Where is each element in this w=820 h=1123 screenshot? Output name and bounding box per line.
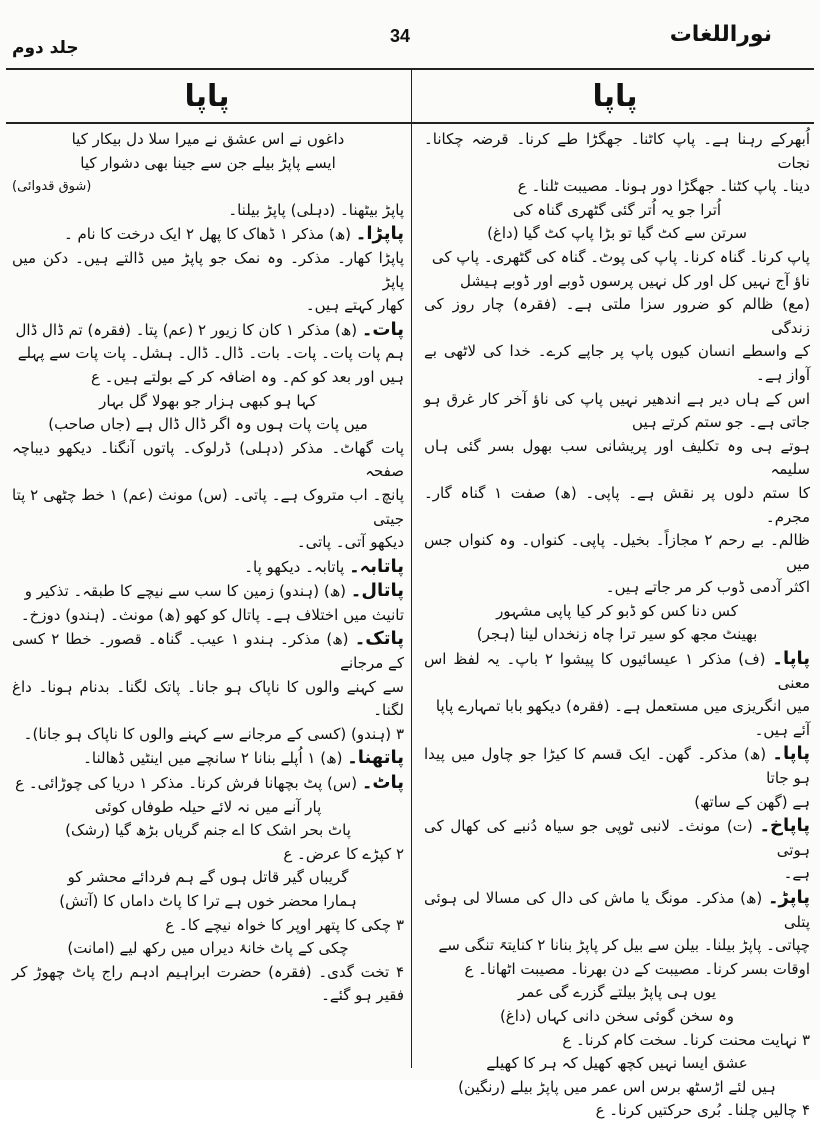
text-line: اُبھرکے رہنا ہے۔ پاپ کاٹنا۔ جھگڑا طے کرنا۔ قرضہ چکانا۔ نجات (424, 130, 810, 172)
text-line: وہ سخن گوئی سخن دانی کہاں (داغ) (499, 1006, 735, 1025)
text-line: ناؤ آج نہیں کل اور کل نہیں پرسوں ڈوبے اور ڈوبے ہیشل (459, 271, 810, 290)
entry-text: (ھ) (ہندو) زمین کا سب سے نیچے کا طبقہ۔ تذکیر و (24, 582, 351, 601)
text-line: سے کہنے والوں کا ناپاک ہو جانا۔ پاتک لگنا۔ بدنام ہونا۔ داغ لگنا۔ (12, 677, 404, 720)
text-line: ایسے پاپڑ بیلے جن سے جینا بھی دشوار کیا (80, 153, 336, 172)
text-line: دیکھو آتی۔ پاتی۔ (296, 533, 404, 552)
text-line: ہمارا محضر خوں ہے ترا کا پاٹ داماں کا (آتش) (59, 892, 357, 910)
text-line: ہیں اور بعد کو کم۔ وہ اضافہ کر کے بولتے ہیں۔ ع (90, 367, 404, 386)
entry-text: پاتابہ۔ دیکھو پا۔ (244, 557, 350, 576)
text-line: پاپڑا کھار۔ مذکر۔ وہ نمک جو پاپڑ میں ڈالتے ہیں۔ دکن میں پاپڑ (12, 248, 404, 291)
text-line (12, 555, 404, 580)
text-line: بھینٹ مجھ کو سیر ترا چاہ زنخداں لینا (ہجر) (476, 625, 758, 644)
text-line: سرتن سے کٹ گیا تو بڑا پاپ کٹ گیا (داغ) (487, 224, 747, 243)
text-line: ہیں لئے اڑسٹھ برس اس عمر میں پاپڑ بیلے (رنگین) (458, 1077, 776, 1096)
entry-text: (ھ) مذکر۔ ہندو ۱ عیب۔ گناہ۔ قصور۔ خطا ۲ کسی کے مرجانے (12, 630, 404, 673)
entry-text: (ھ) ۱ اُپلے بنانا ۲ سانچے میں اینٹیں ڈھالنا۔ (83, 749, 348, 768)
entry-text: (ت) مونث۔ لانبی ٹوپی جو سیاہ دُنبے کی کھال کی ہوتی (424, 817, 810, 859)
running-word-right: پاپا (592, 78, 638, 114)
entry-text: (ھ) مذکر ۱ ڈھاک کا پھل ۲ ایک درخت کا نام ۔ (63, 225, 356, 244)
text-line: گریباں گیر قاتل ہوں گے ہم فردائے محشر کو (67, 868, 349, 887)
text-line: ۳ (ہندو) (کسی کے مرجانے سے کہنے والوں کا ناپاک ہو جانا)۔ (23, 724, 404, 743)
text-line: (مع) ظالم کو ضرور سزا ملتی ہے۔ (فقرہ) چار روز کی زندگی (424, 295, 810, 337)
header-rule (6, 68, 814, 70)
text-line (424, 886, 810, 934)
entry-text: (ف) مذکر ۱ عیسائیوں کا پیشوا ۲ باپ۔ یہ لفظ اس معنی (424, 650, 810, 692)
text-line: ظالم۔ بے رحم ۲ مجازاً۔ بخیل۔ پاپی۔ کنواں۔ وہ کنواں جس میں (424, 531, 810, 573)
headword: پاپا۔ (772, 743, 810, 765)
text-line: ۲ کپڑے کا عرض۔ ع (283, 844, 404, 863)
text-line (424, 814, 810, 862)
book-title: نوراللغات (669, 22, 772, 47)
text-line: پار آنے میں نہ لائے حیلہ طوفاں کوئی (94, 797, 322, 816)
text-line (12, 579, 404, 604)
text-line: ہوتے ہی وہ تکلیف اور پریشانی سب بھول بسر گئی ہاں سلیمہ (424, 436, 810, 479)
running-word-rule (6, 122, 814, 124)
text-line: پانچ۔ اب متروک ہے۔ پاتی۔ (س) مونث (عم) ۱ خط چٹھی ۲ پتا جیتی (12, 485, 404, 528)
text-line: ہے۔ (783, 864, 810, 883)
text-line: کا ستم دلوں پر نقش ہے۔ پاپی۔ (ھ) صفت ۱ گناہ گار۔ مجرم۔ (424, 483, 810, 526)
text-line: (شوق قدوائی) (12, 179, 92, 195)
text-line: اس کے ہاں دیر ہے اندھیر نہیں پاپ کی ناؤ آخر کار غرق ہو جاتی ہے۔ جو ستم کرتے ہیں (424, 389, 810, 432)
text-line: داغوں نے اس عشق نے میرا سلا دل بیکار کیا (71, 130, 345, 148)
entry-text: (ھ) مذکر۔ مونگ یا ماش کی دال کی مسالا لی ہوئی پتلی (424, 889, 810, 931)
text-line: پاٹ بحر اشک کا اے جنم گریاں بڑھ گیا (رشک) (65, 821, 351, 840)
text-line: کہا ہو کبھی ہزار جو بھولا گل بہار (99, 391, 317, 410)
entry-text: (ھ) مذکر۔ گھن۔ ایک قسم کا کیڑا جو چاول میں پیدا ہو جاتا (424, 745, 810, 788)
text-line (12, 627, 404, 675)
text-line: میں پات پات ہوں وہ اگر ڈال ڈال ہے (جاں صاحب) (48, 415, 368, 434)
entry-text: (ھ) مذکر ۱ کان کا زیور ۲ (عم) پتا۔ (فقرہ) تم ڈال ڈال (15, 320, 362, 339)
column-divider (411, 68, 412, 1068)
text-line: آئے ہیں۔ (754, 720, 810, 739)
text-line (12, 746, 404, 771)
headword: پاپا۔ (772, 648, 810, 670)
text-line: کھار کہتے ہیں۔ (305, 296, 404, 315)
headword: پاتال۔ (350, 580, 404, 602)
text-line (12, 318, 404, 343)
text-line: پات گھاٹ۔ مذکر (دہلی) ڈرلوک۔ پاتوں آنگنا۔ دیکھو دیباچہ صفحہ (12, 438, 404, 481)
text-line (12, 771, 404, 796)
text-line (424, 742, 810, 790)
page-number: 34 (389, 26, 411, 46)
headword: پاٹ۔ (361, 772, 404, 794)
running-word-left: پاپا (184, 78, 230, 114)
text-line: پاپڑ بیٹھنا۔ (دہلی) پاپڑ بیلنا۔ (228, 200, 404, 219)
headword: پات۔ (361, 318, 404, 340)
text-line: اوقات بسر کرنا۔ مصیبت کے دن بھرنا۔ مصیبت اٹھانا۔ ع (464, 959, 810, 978)
text-line: تانیث میں اختلاف ہے۔ پاتال کو کھو (ھ) مونث۔ (ہندو) دوزخ۔ (20, 605, 404, 624)
headword: پاتک۔ (354, 628, 404, 650)
text-line: میں انگریزی میں مستعمل ہے۔ (فقرہ) دیکھو بابا تمہارے پاپا (435, 697, 810, 716)
text-line: پاپ کرنا۔ گناہ کرنا۔ پاپ کی پوٹ۔ گناہ کی گٹھری۔ پاپ کی (431, 247, 810, 266)
text-line: دینا۔ پاپ کٹنا۔ جھگڑا دور ہونا۔ مصیبت ٹلنا۔ ع (517, 177, 810, 196)
text-line: عشق ایسا نہیں کچھ کھیل کہ ہر کا کھیلے (486, 1054, 748, 1073)
text-line (12, 222, 404, 247)
text-line: ۳ نہایت محنت کرنا۔ سخت کام کرنا۔ ع (562, 1030, 810, 1049)
headword: پاپڑا۔ (355, 223, 404, 245)
right-column (424, 128, 810, 1120)
text-line: چکی کے پاٹ خانۂ دیراں میں رکھ لیے (امانت) (67, 939, 349, 958)
text-line: ۴ چالیں چلنا۔ بُری حرکتیں کرنا۔ ع (595, 1101, 810, 1120)
text-line (424, 647, 810, 695)
text-line: کے واسطے انسان کیوں پاپ پر جاپے کرے۔ خدا کی لاٹھی بے آواز ہے۔ (424, 342, 810, 384)
headword: پاپاخ۔ (759, 815, 810, 837)
text-line: کس دنا کس کو ڈبو کر کیا پاپی مشہور (496, 601, 738, 620)
headword: پاتابہ۔ (349, 555, 404, 577)
left-column (12, 128, 404, 1073)
headword: پاپڑ۔ (767, 887, 810, 908)
text-line: اکثر آدمی ڈوب کر مر جاتے ہیں۔ (605, 578, 810, 597)
text-line: ۴ تخت گدی۔ (فقرہ) حضرت ابراہیم ادہم راج پاٹ چھوڑ کر فقیر ہو گئے۔ (12, 962, 404, 1005)
entry-text: (س) پٹ بچھانا فرش کرنا۔ مذکر ۱ دریا کی چوڑائی۔ ع (15, 774, 362, 793)
text-line: یوں ہی پاپڑ بیلتے گزرے گی عمر (517, 983, 716, 1002)
volume-label: جلد دوم (12, 38, 79, 58)
headword: پاتھنا۔ (347, 747, 404, 769)
text-line: ہے (گھن کے ساتھ) (694, 792, 810, 811)
text-line: اُترا جو یہ اُتر گئی گٹھری گناہ کی (512, 200, 722, 219)
text-line: چپاتی۔ پاپڑ بیلنا۔ بیلن سے بیل کر پاپڑ بنانا ۲ کنایتہً تنگی سے (438, 936, 810, 955)
text-line: ۳ چکی کا پتھر اوپر کا خواہ نیچے کا۔ ع (165, 915, 404, 934)
text-line: ہم پات پات۔ پات۔ بات۔ ڈال۔ ڈال۔ ہشل۔ پات پات سے پہلے (17, 344, 404, 363)
